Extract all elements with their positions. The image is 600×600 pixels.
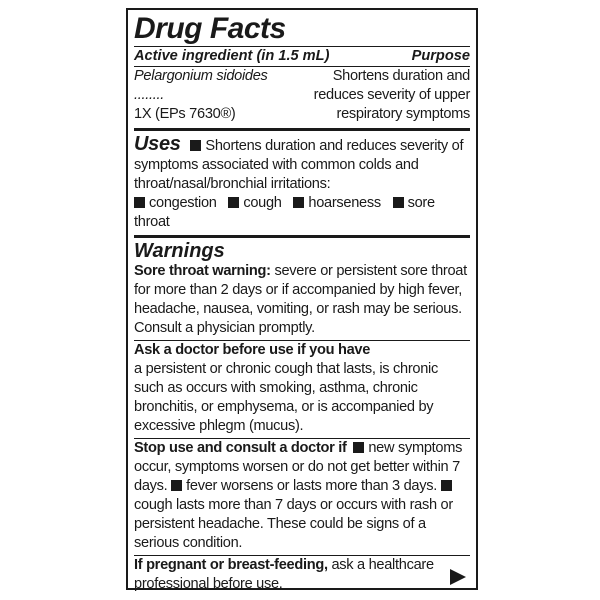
bullet-icon [228,197,239,208]
bullet-icon [353,442,364,453]
pregnant-label: If pregnant or breast-feeding, [134,557,328,573]
sore-throat-label: Sore throat warning: [134,263,271,279]
active-ingredient-row [134,67,470,124]
purpose-heading: Purpose [411,48,470,64]
active-ingredient-header [134,47,470,66]
bullet-icon [441,480,452,491]
bullet-icon [190,140,201,151]
ask-doctor-warning [134,341,470,436]
ingredient-line-1: Pelargonium sidoides ........ [134,68,268,103]
continue-arrow-icon [450,569,466,585]
use-item: hoarseness [308,195,381,211]
warnings-heading: Warnings [134,240,225,262]
bullet-icon [293,197,304,208]
sore-throat-text: severe or persistent sore throat for more than 2 days or if accompanied by high fever, headache, nausea, vomiting, or rash may be serious. Consult a physician promptly. [134,263,467,336]
ask-doctor-text: a persistent or chronic cough that lasts, is chronic such as occurs with smoking, asthma, chronic bronchitis, or emphysema, or is accompanied by excessive phlegm (mucus). [134,361,438,434]
use-item: cough [243,195,282,211]
pregnancy-warning [134,556,470,594]
section-divider [134,128,470,131]
ingredient-purpose: Shortens duration and reduces severity of upper respiratory symptoms [313,68,470,122]
uses-heading: Uses [134,133,181,155]
stop-use-item: fever worsens or lasts more than 3 days. [186,478,437,494]
ingredient-line-2: 1X (EPs 7630®) [134,106,236,122]
bullet-icon [134,197,145,208]
active-ingredient-heading: Active ingredient (in 1.5 mL) [134,48,330,64]
use-item: sore throat [134,195,435,230]
bullet-icon [171,480,182,491]
sore-throat-warning [134,262,470,338]
page-title: Drug Facts [134,12,286,45]
stop-use-item: cough lasts more than 7 days or occurs with rash or persistent headache. These could be signs of a serious condition. [134,497,453,551]
ask-doctor-label: Ask a doctor before use if you have [134,342,371,358]
section-divider [134,235,470,238]
bullet-icon [393,197,404,208]
drug-facts-panel [126,8,478,590]
ingredient-name [134,67,300,124]
uses-text: Shortens duration and reduces severity of symptoms associated with common colds and throat/nasal/bronchial irritations: [134,138,464,192]
stop-use-item: new symptoms occur, symptoms worsen or do not get better within 7 days. [134,440,463,494]
stop-use-label: Stop use and consult a doctor if [134,440,347,456]
uses-section [134,133,470,232]
pregnant-text: ask a healthcare professional before use. [134,557,434,592]
use-item: congestion [149,195,217,211]
stop-use-warning [134,439,470,553]
